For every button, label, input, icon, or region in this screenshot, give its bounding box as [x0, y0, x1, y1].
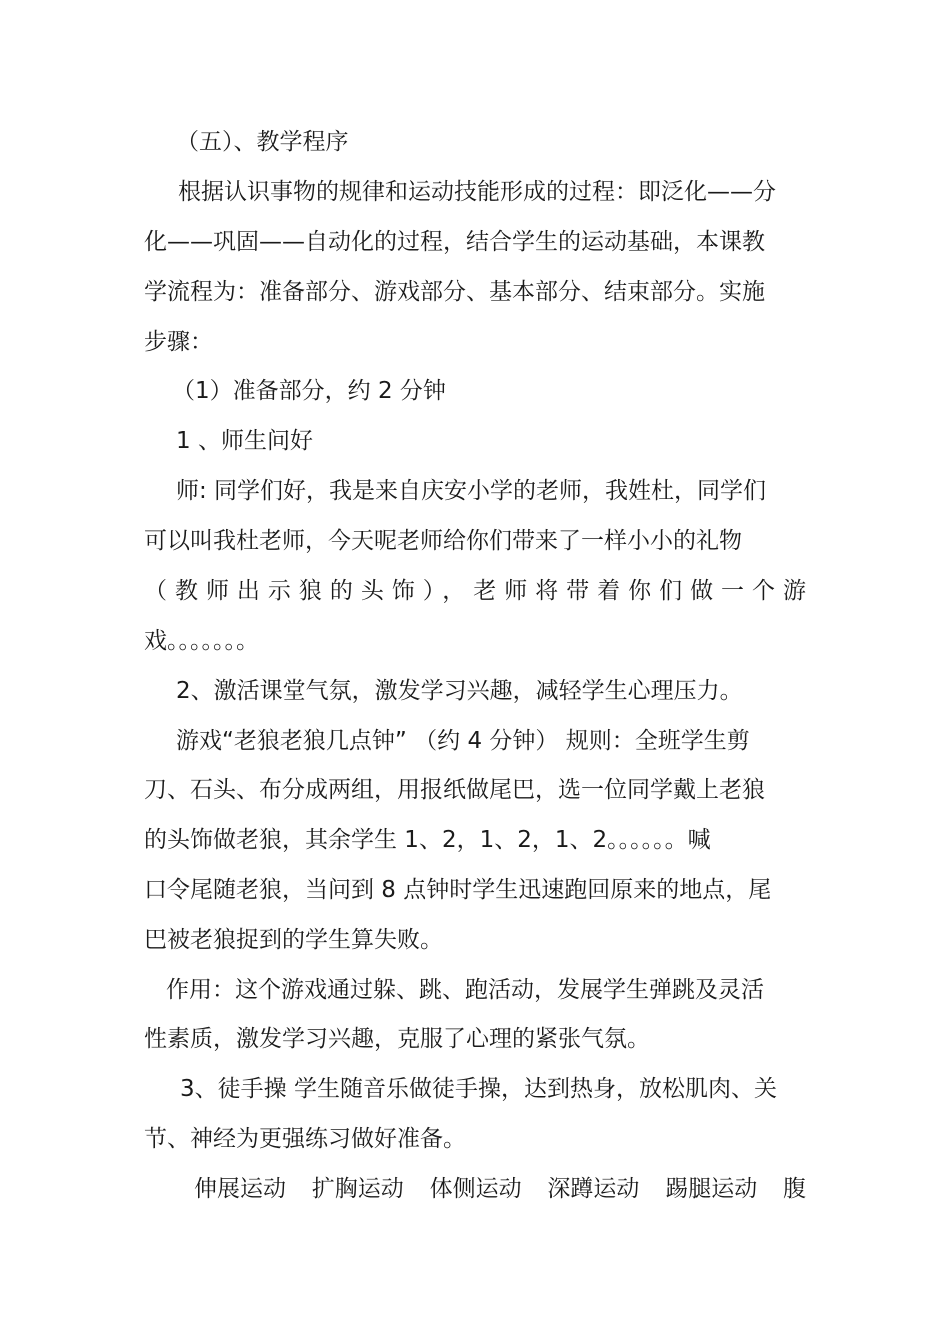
item2-title: 2、激活课堂气氛，激发学习兴趣，减轻学生心理压力。: [176, 678, 743, 704]
teacher-speech-line-1: 师: 同学们好，我是来自庆安小学的老师，我姓杜，同学们: [176, 478, 767, 504]
part1-heading: （1）准备部分，约 2 分钟: [172, 378, 446, 404]
section-heading: （五）、教学程序: [176, 129, 349, 155]
exercise-item: 踢腿运动: [665, 1176, 758, 1202]
exercise-item: 伸展运动: [194, 1176, 286, 1202]
game-line-1: 游戏“老狼老狼几点钟” （约 4 分钟） 规则：全班学生剪: [176, 728, 750, 754]
game-line-3: 的头饰做老狼，其余学生 1、2，1、2，1、2。。。。。。喊: [144, 827, 711, 853]
intro-line-3: 学流程为：准备部分、游戏部分、基本部分、结束部分。实施: [144, 279, 765, 305]
effect-line-1: 作用：这个游戏通过躲、跳、跑活动，发展学生弹跳及灵活: [166, 977, 764, 1003]
game-line-5: 巴被老狼捉到的学生算失败。: [144, 927, 443, 953]
intro-line-1: 根据认识事物的规律和运动技能形成的过程：即泛化——分: [178, 179, 776, 205]
teacher-speech-line-2: 可以叫我杜老师，今天呢老师给你们带来了一样小小的礼物: [144, 528, 742, 554]
intro-line-4: 步骤：: [144, 329, 213, 355]
item3-line-2: 节、神经为更强练习做好准备。: [144, 1126, 466, 1152]
intro-line-2: 化——巩固——自动化的过程，结合学生的运动基础，本课教: [144, 229, 765, 255]
exercise-item: 腹: [782, 1176, 806, 1202]
exercise-item: 扩胸运动: [311, 1176, 404, 1202]
exercise-item: 深蹲运动: [547, 1176, 640, 1202]
exercise-item: 体侧运动: [429, 1176, 522, 1202]
exercise-list: [194, 1174, 806, 1204]
game-line-2: 刀、石头、布分成两组，用报纸做尾巴，选一位同学戴上老狼: [144, 777, 765, 803]
game-line-4: 口令尾随老狼，当问到 8 点钟时学生迅速跑回原来的地点，尾: [144, 877, 772, 903]
teacher-speech-line-3: （教师出示狼的头饰），老师将带着你们做一个游: [144, 578, 806, 604]
effect-line-2: 性素质，激发学习兴趣，克服了心理的紧张气氛。: [144, 1026, 650, 1052]
item1-title: 1 、师生问好: [176, 428, 313, 454]
item3-line-1: 3、徒手操 学生随音乐做徒手操，达到热身，放松肌肉、关: [180, 1076, 777, 1102]
teacher-speech-line-4: 戏。。。。。。。: [144, 628, 259, 654]
